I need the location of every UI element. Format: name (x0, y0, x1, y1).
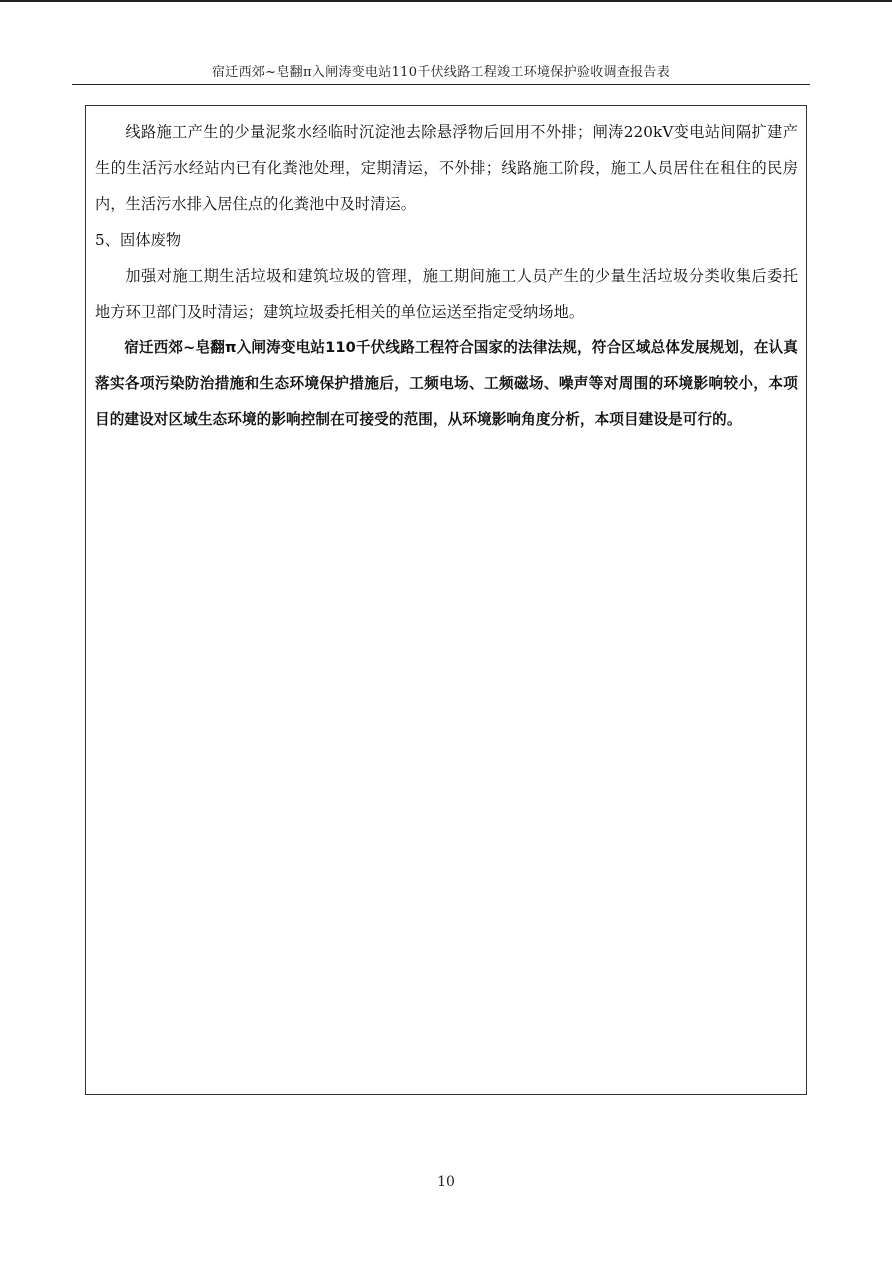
running-header: 宿迁西郊~皂翻π入闸涛变电站110千伏线路工程竣工环境保护验收调查报告表 (211, 65, 671, 80)
header-rule (72, 84, 810, 85)
section-heading-solid-waste: 5、固体废物 (95, 231, 182, 249)
page-number: 10 (437, 1174, 455, 1190)
paragraph-solid-waste: 加强对施工期生活垃圾和建筑垃圾的管理，施工期间施工人员产生的少量生活垃圾分类收集后委托地方环卫部门及时清运；建筑垃圾委托相关的单位运送至指定受纳场地。 (95, 267, 798, 321)
paragraph-conclusion: 宿迁西郊~皂翻π入闸涛变电站110千伏线路工程符合国家的法律法规，符合区域总体发展规划，在认真落实各项污染防治措施和生态环境保护措施后，工频电场、工频磁场、噪声等对周围的环境影响较小，本项目的建设对区域生态环境的影响控制在可接受的范围，从环境影响角度分析，本项目建设是可行的。 (95, 339, 798, 428)
page-top-edge (0, 0, 892, 2)
report-table-cell (85, 105, 807, 1095)
paragraph-wastewater: 线路施工产生的少量泥浆水经临时沉淀池去除悬浮物后回用不外排；闸涛220kV变电站间隔扩建产生的生活污水经站内已有化粪池处理，定期清运，不外排；线路施工阶段，施工人员居住在租住的民房内，生活污水排入居住点的化粪池中及时清运。 (95, 123, 798, 213)
